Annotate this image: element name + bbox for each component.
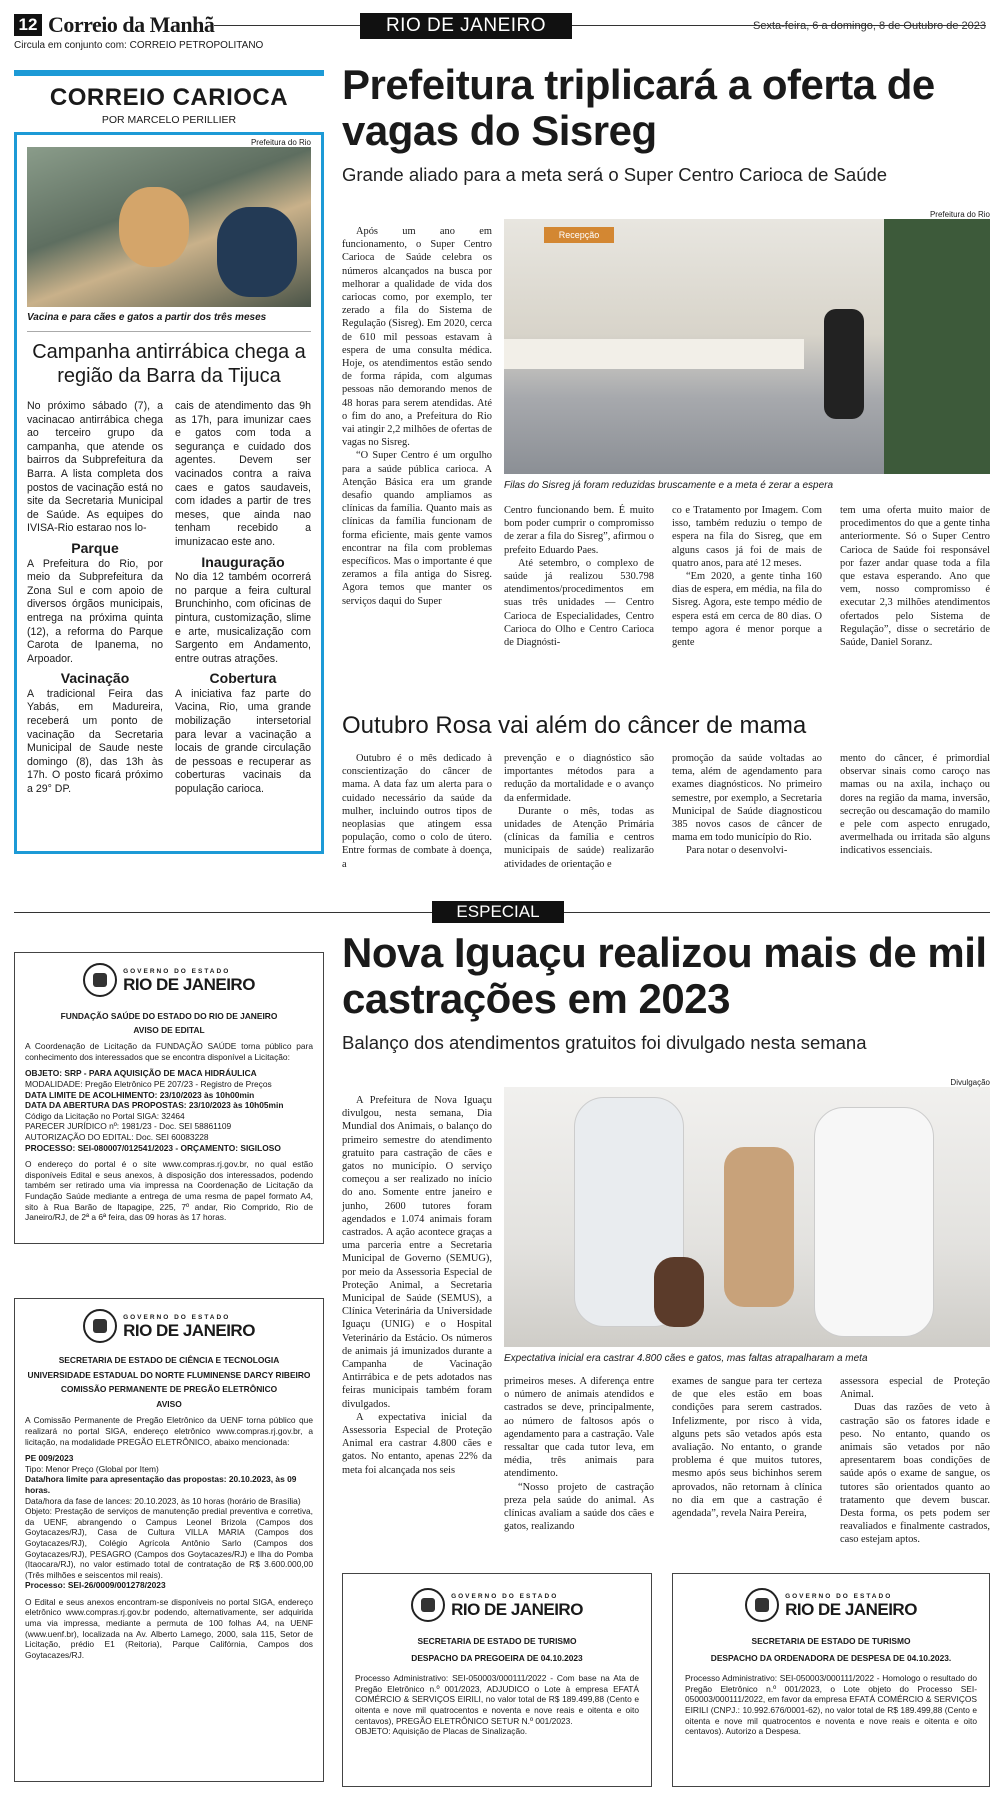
sisreg-col3 <box>672 504 822 649</box>
sisreg-col3-p2: “Em 2020, a gente tinha 160 dias de espera, em média, na fila do Sisreg. Agora, este tempo médio de espera está em cerca de 80 dias. O tempo agora é menor porque a gente <box>672 571 822 649</box>
notice2-org1: SECRETARIA DE ESTADO DE CIÊNCIA E TECNOLOGIA <box>58 1355 280 1365</box>
especial-col3 <box>672 1375 822 1520</box>
notice4-org: SECRETARIA DE ESTADO DE TURISMO <box>751 1636 911 1646</box>
notice2-processo: Processo: SEI-26/0009/001278/2023 <box>25 1580 166 1591</box>
notice-uenf <box>14 1298 324 1782</box>
especial-col4 <box>840 1375 990 1547</box>
especial-col4-p1: assessora especial de Proteção Animal. <box>840 1376 990 1401</box>
gov-logo-big: RIO DE JANEIRO <box>785 1600 917 1620</box>
gov-logo-small: GOVERNO DO ESTADO <box>123 1313 231 1321</box>
parque-text: A Prefeitura do Rio, por meio da Subprefeitura da Zona Sul e com apoio de diversos órgãos municipais, entrega na próxima quinta (12), a reforma do Parque Carota de Ipanema, no Arpoador. <box>27 557 163 665</box>
outubro-col1 <box>342 752 492 871</box>
notice3-body: Processo Administrativo: SEI-050003/000111/2022 - Com base na Ata de Pregão Eletrônico n.º 001/2023, ADJUDICO o Lote à empresa EFATÁ COMÉRCIO & SERVIÇOS EIRILI, no valor total de R$ 189.499,88 (Cento e oitenta e nove mil quatrocentos e noventa e nove reais e oitenta e oito centavos), PREGÃO ELETRÔNICO SETUR N.º 001/2023. <box>355 1673 639 1726</box>
especial-photo-block <box>504 1078 990 1364</box>
sisreg-photo-credit: Prefeitura do Rio <box>929 210 990 219</box>
outubro-col3-p2: Para notar o desenvolvi- <box>686 845 788 857</box>
outubro-col2-p2: Durante o mês, todas as unidades de Atenção Primária (clínicas da família e centros municipais de saúde) realizarão atividades de orientação e <box>504 805 654 870</box>
notice1-line: DATA DA ABERTURA DAS PROPOSTAS: 23/10/2023 às 10h05min <box>25 1100 284 1111</box>
notice1-org: FUNDAÇÃO SAÚDE DO ESTADO DO RIO DE JANEIRO <box>60 1011 278 1021</box>
gov-logo-big: RIO DE JANEIRO <box>123 975 255 995</box>
notice1-line: DATA LIMITE DE ACOLHIMENTO: 23/10/2023 às 10h00min <box>25 1089 255 1100</box>
especial-photo-credit: Divulgação <box>950 1078 990 1087</box>
especial-col2-p1: primeiros meses. A diferença entre o número de animais atendidos e castrados se deve, principalmente, ao número de faltosos após o agendamento para a castração. Vale ressaltar que cada tutor leva, em média, três animais para atendimento. <box>504 1376 654 1480</box>
heading-parque: Parque <box>71 539 119 556</box>
especial-caption: Expectativa inicial era castrar 4.800 cães e gatos, mas faltas atrapalharam a meta <box>504 1353 868 1364</box>
state-crest-icon <box>411 1588 445 1622</box>
notice1-lines <box>25 1068 313 1153</box>
gov-logo <box>25 963 313 997</box>
notice2-org3: COMISSÃO PERMANENTE DE PREGÃO ELETRÔNICO <box>60 1384 278 1395</box>
outubro-col4 <box>840 752 990 858</box>
sisreg-caption: Filas do Sisreg já foram reduzidas bruscamente e a meta é zerar a espera <box>504 480 834 491</box>
outubro-col3 <box>672 752 822 858</box>
especial-tag: ESPECIAL <box>432 901 564 923</box>
notice2-data1: Data/hora limite para apresentação das propostas: 20.10.2023, às 09 horas. <box>25 1474 297 1495</box>
especial-col1-p1: A Prefeitura de Nova Iguaçu divulgou, nesta semana, Dia Mundial dos Animais, o balanço do primeiro semestre do atendimento gratuito para castração de cães e gatos no município. O serviço começou a ser realizado no início do ano. Somente entre janeiro e junho, 2600 tutores foram agendados e 1.074 animais foram castrados. A ação acontece graças a uma parceria entre a Secretaria Municipal de Governo (SEMUG), por meio da Assessoria Especial de Proteção Animal, a Secretaria Municipal de Saúde (SEMUS), a Clínica Veterinária da Universidade Iguaçu (UNIG) e o Hospital Veterinário da Estácio. Os números de animais já imunizados durante a Campanha de Vacinação Antirrábica e de pets adotados nas feiras municipais também foram divulgados. <box>342 1095 492 1410</box>
sisreg-col1-p2: “O Super Centro é um orgulho para a saúde pública carioca. A Atenção Básica era um grande desafio quando ampliamos as clínicas da família. Quanto mais as clínicas da família funcionam de forma eficiente, mais gente vamos encontrar na fila com problemas específicos. Mas o importante é que zeramos a fila antiga do Sisreg. Agora temos que manter os serviços daqui do Super <box>342 450 492 607</box>
gov-logo-small: GOVERNO DO ESTADO <box>785 1592 893 1600</box>
carioca-headline: Campanha antirrábica chega a região da Barra da Tijuca <box>32 341 306 387</box>
carioca-intro-right: cais de atendimento das 9h as 17h, para imunizar caes e gatos com toda a segurança e cuidado dos agentes. Devem ser vacinados contra a raiva caes e gatos saudaveis, com idades a partir de tres meses, que ainda nao tenham recebido a imunizacao este ano. <box>175 400 311 548</box>
cat-vaccination-photo <box>27 147 311 307</box>
sisreg-photo-block <box>504 210 990 491</box>
inauguracao-text: No dia 12 também ocorrerá no parque a feira cultural Brunchinho, com oficinas de pintura, customização, slime e arte, musicalização com Sargento em Andamento, entre outras atrações. <box>175 571 311 665</box>
outubro-col2 <box>504 752 654 871</box>
notice1-line: MODALIDADE: Pregão Eletrônico PE 207/23 - Registro de Preços <box>25 1078 272 1089</box>
carioca-photo-credit: Prefeitura do Rio <box>250 138 311 147</box>
page-number: 12 <box>14 14 42 36</box>
sisreg-col2 <box>504 504 654 649</box>
state-crest-icon <box>83 963 117 997</box>
especial-col1 <box>342 1094 492 1477</box>
carioca-title: CORREIO CARIOCA <box>49 84 289 111</box>
especial-col1-p2: A expectativa inicial da Assessoria Especial de Proteção Animal era castrar 4.800 cães e gatos. No entanto, apenas 22% da meta foi alcançada nos seis <box>342 1411 492 1476</box>
notice1-line: PARECER JURÍDICO nº: 1981/23 - Doc. SEI 58861109 <box>25 1121 232 1132</box>
outubro-col4-p1: mento do câncer, é primordial observar sinais como caroço nas mamas ou na axila, inchaço ou dores na região da mama, inversão, secreção ou descamação do mamilo e pele com aspecto enrugado, avermelhada ou irritada são alguns indicativos essenciais. <box>840 753 990 857</box>
dog-shape <box>724 1147 794 1307</box>
outubro-col1-p1: Outubro é o mês dedicado à conscientização do câncer de mama. A data faz um alerta para o cuidado necessário da saúde da mulher, incluindo outros tipos de neoplasias que atingem essa população, como o colo de útero. Entre formas de combate à doença, a <box>342 753 492 870</box>
cobertura-text: A iniciativa faz parte do Vacina, Rio, uma grande mobilização intersetorial para levar a vacinação a locais de grande circulação de pessoas e recuperar as coberturas vacinais da população carioca. <box>175 687 311 796</box>
notice1-line: AUTORIZAÇÃO DO EDITAL: Doc. SEI 60083228 <box>25 1131 209 1142</box>
especial-col2-p2: “Nosso projeto de castração preza pela saúde do animal. As clínicas avaliam a saúde dos cães e gatos, realizando <box>504 1481 654 1533</box>
carioca-top-bar <box>14 70 324 76</box>
heading-vacinacao: Vacinação <box>60 670 130 687</box>
notice2-intro: A Comissão Permanente de Pregão Eletrônico da UENF torna público que realizará no portal SIGA, endereço eletrônico www.compras.rj.gov.br, a licitação, na modalidade PREGÃO ELETRÔNICO, abaixo mencionada: <box>25 1415 313 1447</box>
sisreg-col1 <box>342 225 492 608</box>
sisreg-article <box>342 62 990 186</box>
sisreg-col1-p1: Após um ano em funcionamento, o Super Centro Carioca de Saúde celebra os números alcançados na busca por melhorar a qualidade de vida dos cariocas como, por exemplo, ter zerado a fila do Sistema de Regulação (Sisreg). Em 2020, cerca de 610 mil pessoas estavam à espera de uma consulta médica. Hoje, os atendimentos estão sendo de forma rápida, com algumas pessoas não demorando menos de 48 horas para serem atendidas. Até o fim do ano, a Prefeitura do Rio vai atingir 2,2 milhões de ofertas de vagas no Sisreg. <box>342 226 492 449</box>
notice1-intro: A Coordenação de Licitação da FUNDAÇÃO SAÚDE torna público para conhecimento dos interessados que se encontra disponível a Licitação: <box>25 1041 313 1062</box>
sisreg-subhead: Grande aliado para a meta será o Super Centro Carioca de Saúde <box>342 164 888 185</box>
issue-date: Sexta-feira, 6 a domingo, 8 de Outubro de 2023 <box>753 20 986 32</box>
vet-shape <box>217 207 297 297</box>
vet-right-shape <box>814 1107 934 1337</box>
carioca-byline: POR MARCELO PERILLIER <box>101 114 237 126</box>
section-label: RIO DE JANEIRO <box>360 13 572 39</box>
especial-col4-p2: Duas das razões de veto à castração são os fatores idade e peso. No entanto, quando os animais são vetados por não apresentarem boas condições de saúde após o exame de sangue, os tutores são orientados quanto ao tratamento que devem buscar. Desta forma, os pets podem ser reavaliados e finalmente castrados, caso estejam aptos. <box>840 1402 990 1546</box>
notice2-objeto: Objeto: Prestação de serviços de manutenção predial preventiva e corretiva, da UENF, abrangendo o Campus Leonel Brizola (Campos dos Goytacazes/RJ), Casa de Cultura VILLA MARIA (Campos dos Goytacazes/RJ), Colégio Agrícola Antônio Sarlo (Campos dos Goytacazes/RJ), PESAGRO (Campos dos Goytacazes/RJ) e Ilha do Pomba (Itaocara/RJ), no valor estimado total de contratação de R$ 3.600.000,00 (Três milhões e seiscentos mil reais). <box>25 1506 313 1580</box>
notice-turismo-ordenadora <box>672 1573 990 1787</box>
reception-sign: Recepção <box>544 227 614 243</box>
gov-logo <box>25 1309 313 1343</box>
outubro-col3-p1: promoção da saúde voltadas ao tema, além de agendamento para exames diagnósticos. No primeiro semestre, por exemplo, a Secretaria Municipal de Saúde diagnosticou 385 novos casos de câncer de mama em todo município do Rio. <box>672 753 822 844</box>
gov-logo-small: GOVERNO DO ESTADO <box>123 967 231 975</box>
gov-logo <box>355 1588 639 1622</box>
carioca-caption: Vacina e para cães e gatos a partir dos três meses <box>27 312 267 323</box>
masthead: Correio da Manhã <box>48 12 215 37</box>
heading-inauguracao: Inauguração <box>201 553 285 570</box>
person-standing <box>824 309 864 419</box>
notice2-body: O Edital e seus anexos encontram-se disponíveis no portal SIGA, endereço eletrônico www.compras.rj.gov.br podendo, alternativamente, ser adquirida uma via impressa, mediante a permuta de 100 folhas A4, na UENF (www.uenf.br), localizada na Av. Alberto Lamego, 2000, sala 115, Setor de Licitação, prédio E1 (Reitoria), Parque Califórnia, Campos dos Goytacazes/RJ. <box>25 1596 313 1660</box>
plants <box>884 219 990 474</box>
notice1-line: PROCESSO: SEI-080007/012541/2023 - ORÇAMENTO: SIGILOSO <box>25 1142 281 1153</box>
notice-fundacao-saude <box>14 952 324 1244</box>
notice1-line: OBJETO: SRP - PARA AQUISIÇÃO DE MACA HIDRÁULICA <box>25 1068 257 1079</box>
notice1-title: AVISO DE EDITAL <box>133 1024 205 1035</box>
especial-headline: Nova Iguaçu realizou mais de mil castrações em 2023 <box>342 929 987 1022</box>
notice2-title: AVISO <box>156 1398 182 1409</box>
sisreg-col4 <box>840 504 990 649</box>
reception-desk <box>504 339 804 369</box>
cat-shape <box>119 187 189 267</box>
notice2-pe: PE 009/2023 <box>25 1453 74 1464</box>
notice4-title: DESPACHO DA ORDENADORA DE DESPESA DE 04.10.2023. <box>710 1652 952 1663</box>
castration-photo <box>504 1087 990 1347</box>
correio-carioca-column <box>14 70 324 852</box>
notice3-objeto: OBJETO: Aquisição de Placas de Sinalização. <box>355 1726 528 1737</box>
especial-article <box>342 930 990 1054</box>
outubro-headline: Outubro Rosa vai além do câncer de mama <box>342 712 807 739</box>
tutor-shape <box>654 1257 704 1327</box>
sisreg-headline: Prefeitura triplicará a oferta de vagas do Sisreg <box>342 61 935 154</box>
gov-logo-small: GOVERNO DO ESTADO <box>451 1592 559 1600</box>
state-crest-icon <box>745 1588 779 1622</box>
notice-turismo-pregoeira <box>342 1573 652 1787</box>
gov-logo <box>685 1588 977 1622</box>
gov-logo-big: RIO DE JANEIRO <box>123 1321 255 1341</box>
notice3-org: SECRETARIA DE ESTADO DE TURISMO <box>417 1636 577 1646</box>
heading-cobertura: Cobertura <box>209 670 277 687</box>
notice4-body: Processo Administrativo: SEI-050003/000111/2022 - Homologo o resultado do Pregão Eletrônico n.º 001/2023, o Lote objeto do Processo SEI-050003/000111/2022, em favor da empresa EFATÁ COMÉRCIO & SERVIÇOS EIRILI (CNPJ.: 10.992.676/0001-62), no valor total de R$ 189.499,88 (Cento e oitenta e nove mil quatrocentos e noventa e nove reais e oitenta e oito centavos). Autorizo a Despesa. <box>685 1673 977 1737</box>
sisreg-col2-p2: Até setembro, o complexo de saúde já realizou 530.798 atendimentos/procedimentos em suas três unidades — Centro Carioca de Especialidades, Centro Carioca do Olho e Centro Carioca de Diagnósti- <box>504 557 654 649</box>
sisreg-col4-p1: tem uma oferta muito maior de procedimentos do que a gente tinha anteriormente. Só o Super Centro Carioca de Saúde foi responsável por fazer andar quase toda a fila que estava esperando. Ano que vem, nosso compromisso é executar 2,3 milhões atendimentos ofertados pelo Sistema de Regulação”, disse o secretário de Saúde, Daniel Soranz. <box>840 505 990 649</box>
especial-col2 <box>504 1375 654 1533</box>
sisreg-col2-p1: Centro funcionando bem. É muito bom poder cumprir o compromisso de zerar a fila do Sisreg”, afirmou o prefeito Eduardo Paes. <box>504 505 654 556</box>
notice2-data2: Data/hora da fase de lances: 20.10.2023, às 10 horas (horário de Brasília) <box>25 1495 301 1506</box>
gov-logo-big: RIO DE JANEIRO <box>451 1600 583 1620</box>
outubro-col2-p1: prevenção e o diagnóstico são importantes métodos para a redução da mortalidade e o avanço da enfermidade. <box>504 753 654 804</box>
sisreg-col3-p1: co e Tratamento por Imagem. Com isso, também reduziu o tempo de espera na fila do Sisreg, que em alguns casos já foi de mais de quatro anos, para até 12 meses. <box>672 505 822 569</box>
page-header <box>14 10 986 56</box>
notice2-tipo: Tipo: Menor Preço (Global por Item) <box>25 1463 159 1474</box>
vacinacao-text: A tradicional Feira das Yabás, em Madureira, receberá um ponto de vacinação da Secretaria Municipal de Saude neste domingo (8), das 13h às 17h. O posto ficará próximo a 29° DP. <box>27 687 163 796</box>
notice1-body: O endereço do portal é o site www.compras.rj.gov.br, no qual estão disponíveis Edital e seus anexos, à disposição dos interessados, podendo também ser retirado uma via impressa na Coordenação de Licitação da Fundação Saúde mediante a entrega de uma resma de papel formato A4, sito à Rua Barão de Itapagipe, 225, 7º andar, Rio Comprido, Rio de Janeiro/RJ, de 2ª a 6ª feira, das 09 horas às 17 horas. <box>25 1159 313 1223</box>
especial-subhead: Balanço dos atendimentos gratuitos foi divulgado nesta semana <box>342 1032 867 1053</box>
notice3-title: DESPACHO DA PREGOEIRA DE 04.10.2023 <box>411 1652 583 1663</box>
especial-col3-p1: exames de sangue para ter certeza de que eles estão em boas condições para serem castrados. Infelizmente, por risco à vida, alguns pets são vetados após esta avaliação. No entanto, o grande problema é que muitos tutores, mesmo após seus bichinhos serem aprovados, não retornam à clínica no dia em que a castração é agendada”, revela Naira Pereira, <box>672 1376 822 1520</box>
state-crest-icon <box>83 1309 117 1343</box>
reception-photo <box>504 219 990 474</box>
carioca-box <box>14 132 324 854</box>
circulation-note: Circula em conjunto com: CORREIO PETROPOLITANO <box>14 40 264 51</box>
notice1-line: Código da Licitação no Portal SIGA: 32464 <box>25 1110 185 1121</box>
notice2-org2: UNIVERSIDADE ESTADUAL DO NORTE FLUMINENSE DARCY RIBEIRO <box>27 1369 311 1380</box>
carioca-intro-left: No próximo sábado (7), a vacinacao antirrábica chega ao terceiro grupo da campanha, que atende os bairros da Subprefeitura da Barra. A lista completa dos postos de vacinação está no site da Secretaria Municipal de Saúde. As equipes do IVISA-Rio estarao nos lo- <box>27 400 163 535</box>
